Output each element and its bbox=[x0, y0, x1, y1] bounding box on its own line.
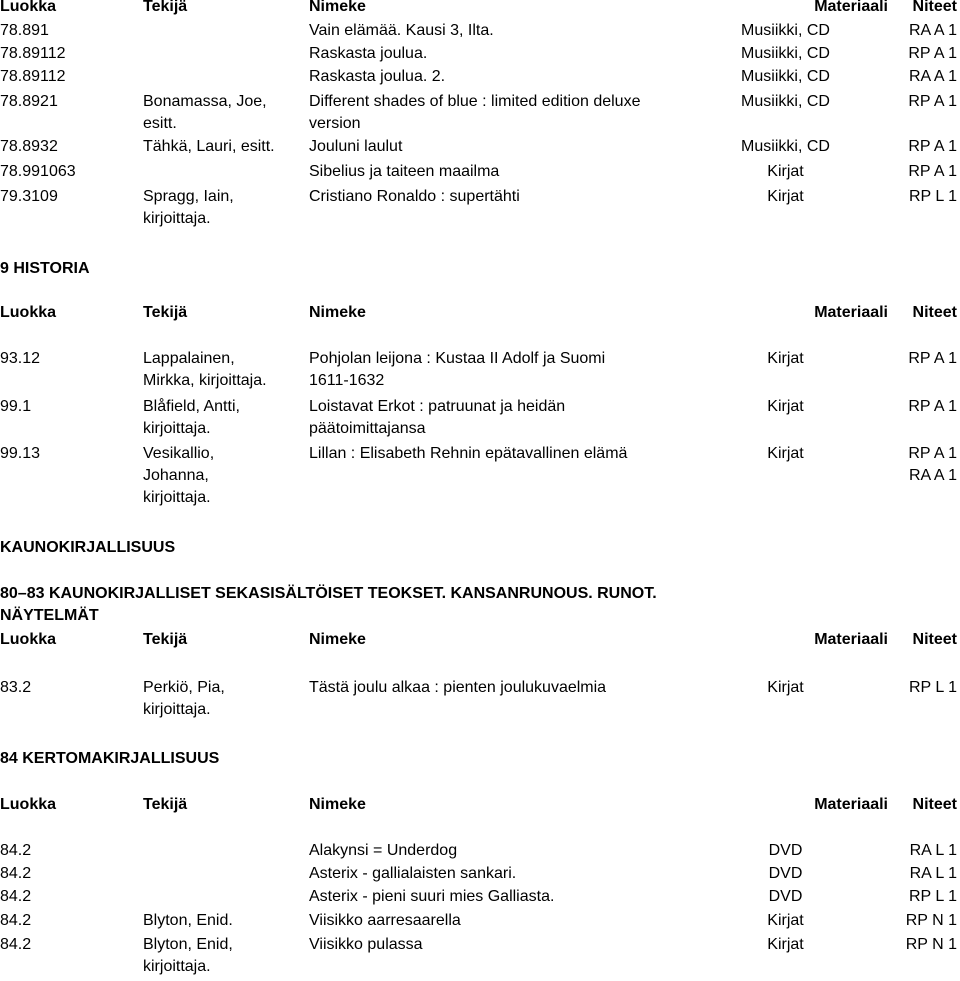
cell-materiaali: Musiikki, CD bbox=[741, 68, 830, 85]
table-header bbox=[0, 302, 960, 324]
cell-luokka: 84.2 bbox=[0, 842, 32, 859]
cell-luokka: 84.2 bbox=[0, 936, 32, 953]
cell-tekija-line3: kirjoittaja. bbox=[143, 489, 211, 506]
cell-materiaali: Kirjat bbox=[767, 936, 804, 953]
cell-tekija-line2: kirjoittaja. bbox=[143, 210, 211, 227]
cell-niteet: RP A 1 bbox=[908, 163, 957, 180]
table-row bbox=[0, 840, 960, 862]
cell-nimeke: Viisikko pulassa bbox=[309, 936, 423, 953]
cell-materiaali: Kirjat bbox=[767, 912, 804, 929]
cell-tekija: Blyton, Enid, bbox=[143, 936, 233, 953]
section-title-kauno: KAUNOKIRJALLISUUS bbox=[0, 539, 176, 556]
cell-tekija-line2: Mirkka, kirjoittaja. bbox=[143, 372, 267, 389]
cell-materiaali: Kirjat bbox=[767, 398, 804, 415]
cell-nimeke: Pohjolan leijona : Kustaa II Adolf ja Suomi bbox=[309, 350, 606, 367]
cell-nimeke: Alakynsi = Underdog bbox=[309, 842, 458, 859]
table-row bbox=[0, 136, 960, 158]
cell-nimeke: Sibelius ja taiteen maailma bbox=[309, 163, 500, 180]
cell-luokka: 78.8932 bbox=[0, 138, 58, 155]
cell-nimeke: Tästä joulu alkaa : pienten joulukuvaelmia bbox=[309, 679, 607, 696]
cell-materiaali: DVD bbox=[768, 865, 803, 882]
cell-materiaali: Musiikki, CD bbox=[741, 93, 830, 110]
cell-materiaali: DVD bbox=[768, 842, 803, 859]
table-row bbox=[0, 43, 960, 65]
table-header bbox=[0, 0, 960, 18]
cell-nimeke: Asterix - pieni suuri mies Galliasta. bbox=[309, 888, 555, 905]
cell-niteet: RP A 1 bbox=[908, 93, 957, 110]
header-luokka: Luokka bbox=[0, 631, 57, 648]
cell-nimeke: Raskasta joulua. bbox=[309, 45, 428, 62]
section-title-kerto: 84 KERTOMAKIRJALLISUUS bbox=[0, 750, 220, 767]
cell-nimeke-line2: päätoimittajansa bbox=[309, 420, 426, 437]
cell-tekija-line2: Johanna, bbox=[143, 467, 209, 484]
cell-luokka: 78.89112 bbox=[0, 68, 66, 85]
cell-nimeke: Different shades of blue : limited edition deluxe bbox=[309, 93, 641, 110]
cell-luokka: 93.12 bbox=[0, 350, 41, 367]
cell-tekija: Blyton, Enid. bbox=[143, 912, 233, 929]
cell-niteet: RP L 1 bbox=[908, 188, 957, 205]
header-materiaali: Materiaali bbox=[814, 796, 888, 813]
cell-tekija: Vesikallio, bbox=[143, 445, 215, 462]
table-row bbox=[0, 396, 960, 437]
table-row bbox=[0, 66, 960, 88]
header-tekija: Tekijä bbox=[143, 631, 188, 648]
section-subtitle-kauno-line2: NÄYTELMÄT bbox=[0, 607, 99, 624]
table-row bbox=[0, 863, 960, 885]
cell-luokka: 78.8921 bbox=[0, 93, 58, 110]
cell-nimeke: Vain elämää. Kausi 3, Ilta. bbox=[309, 22, 494, 39]
header-luokka: Luokka bbox=[0, 304, 57, 321]
cell-materiaali: Musiikki, CD bbox=[741, 45, 830, 62]
header-niteet: Niteet bbox=[912, 796, 957, 813]
table-row bbox=[0, 934, 960, 975]
cell-niteet: RA L 1 bbox=[909, 842, 957, 859]
header-niteet: Niteet bbox=[912, 0, 957, 15]
table-row bbox=[0, 443, 960, 506]
cell-luokka: 99.13 bbox=[0, 445, 41, 462]
cell-niteet: RP A 1 bbox=[908, 398, 957, 415]
table-row bbox=[0, 161, 960, 183]
cell-materiaali: Kirjat bbox=[767, 350, 804, 367]
header-nimeke: Nimeke bbox=[309, 304, 366, 321]
cell-materiaali: Kirjat bbox=[767, 163, 804, 180]
cell-tekija: Lappalainen, bbox=[143, 350, 235, 367]
header-tekija: Tekijä bbox=[143, 0, 188, 15]
cell-niteet: RP L 1 bbox=[908, 679, 957, 696]
cell-luokka: 78.891 bbox=[0, 22, 49, 39]
header-tekija: Tekijä bbox=[143, 796, 188, 813]
cell-niteet: RP A 1 bbox=[908, 350, 957, 367]
table-row bbox=[0, 186, 960, 227]
cell-luokka: 78.991063 bbox=[0, 163, 76, 180]
cell-tekija: Bonamassa, Joe, bbox=[143, 93, 267, 110]
header-materiaali: Materiaali bbox=[814, 304, 888, 321]
cell-nimeke: Asterix - gallialaisten sankari. bbox=[309, 865, 517, 882]
header-materiaali: Materiaali bbox=[814, 0, 888, 15]
cell-niteet: RP N 1 bbox=[905, 912, 957, 929]
cell-nimeke: Raskasta joulua. 2. bbox=[309, 68, 446, 85]
section-title-historia: 9 HISTORIA bbox=[0, 260, 90, 277]
cell-luokka: 79.3109 bbox=[0, 188, 58, 205]
cell-niteet: RA A 1 bbox=[908, 22, 957, 39]
cell-nimeke-line2: version bbox=[309, 115, 361, 132]
cell-materiaali: Kirjat bbox=[767, 445, 804, 462]
header-nimeke: Nimeke bbox=[309, 0, 366, 15]
cell-luokka: 84.2 bbox=[0, 865, 32, 882]
cell-niteet: RA L 1 bbox=[909, 865, 957, 882]
cell-luokka: 84.2 bbox=[0, 888, 32, 905]
cell-luokka: 78.89112 bbox=[0, 45, 66, 62]
cell-niteet: RP L 1 bbox=[908, 888, 957, 905]
cell-nimeke-line2: 1611-1632 bbox=[309, 372, 385, 389]
header-materiaali: Materiaali bbox=[814, 631, 888, 648]
cell-niteet: RP A 1 bbox=[908, 138, 957, 155]
cell-luokka: 99.1 bbox=[0, 398, 32, 415]
cell-tekija-line2: kirjoittaja. bbox=[143, 958, 211, 975]
header-nimeke: Nimeke bbox=[309, 631, 366, 648]
header-luokka: Luokka bbox=[0, 796, 57, 813]
cell-luokka: 84.2 bbox=[0, 912, 32, 929]
cell-materiaali: Kirjat bbox=[767, 188, 804, 205]
cell-niteet: RP A 1 bbox=[908, 45, 957, 62]
header-niteet: Niteet bbox=[912, 304, 957, 321]
cell-tekija: Perkiö, Pia, bbox=[143, 679, 225, 696]
cell-tekija: Tähkä, Lauri, esitt. bbox=[143, 138, 275, 155]
cell-materiaali: DVD bbox=[768, 888, 803, 905]
cell-nimeke: Viisikko aarresaarella bbox=[309, 912, 461, 929]
cell-luokka: 83.2 bbox=[0, 679, 32, 696]
cell-nimeke: Lillan : Elisabeth Rehnin epätavallinen elämä bbox=[309, 445, 628, 462]
cell-tekija: Blåfield, Antti, bbox=[143, 398, 240, 415]
cell-tekija-line2: esitt. bbox=[143, 115, 177, 132]
header-luokka: Luokka bbox=[0, 0, 57, 15]
cell-materiaali: Musiikki, CD bbox=[741, 138, 830, 155]
cell-tekija-line2: kirjoittaja. bbox=[143, 701, 211, 718]
cell-niteet-line2: RA A 1 bbox=[908, 467, 957, 484]
cell-niteet: RP N 1 bbox=[905, 936, 957, 953]
cell-nimeke: Loistavat Erkot : patruunat ja heidän bbox=[309, 398, 566, 415]
table-row bbox=[0, 886, 960, 908]
cell-nimeke: Jouluni laulut bbox=[309, 138, 403, 155]
section-subtitle-kauno: 80–83 KAUNOKIRJALLISET SEKASISÄLTÖISET TEOKSET. KANSANRUNOUS. RUNOT. bbox=[0, 585, 657, 602]
cell-nimeke: Cristiano Ronaldo : supertähti bbox=[309, 188, 520, 205]
table-row bbox=[0, 677, 960, 718]
cell-materiaali: Musiikki, CD bbox=[741, 22, 830, 39]
header-niteet: Niteet bbox=[912, 631, 957, 648]
table-row bbox=[0, 91, 960, 132]
table-row bbox=[0, 348, 960, 389]
header-nimeke: Nimeke bbox=[309, 796, 366, 813]
table-row bbox=[0, 20, 960, 42]
cell-niteet: RA A 1 bbox=[908, 68, 957, 85]
cell-tekija-line2: kirjoittaja. bbox=[143, 420, 211, 437]
cell-niteet: RP A 1 bbox=[908, 445, 957, 462]
table-header bbox=[0, 794, 960, 816]
cell-tekija: Spragg, Iain, bbox=[143, 188, 234, 205]
table-header bbox=[0, 629, 960, 651]
table-row bbox=[0, 910, 960, 932]
cell-materiaali: Kirjat bbox=[767, 679, 804, 696]
header-tekija: Tekijä bbox=[143, 304, 188, 321]
